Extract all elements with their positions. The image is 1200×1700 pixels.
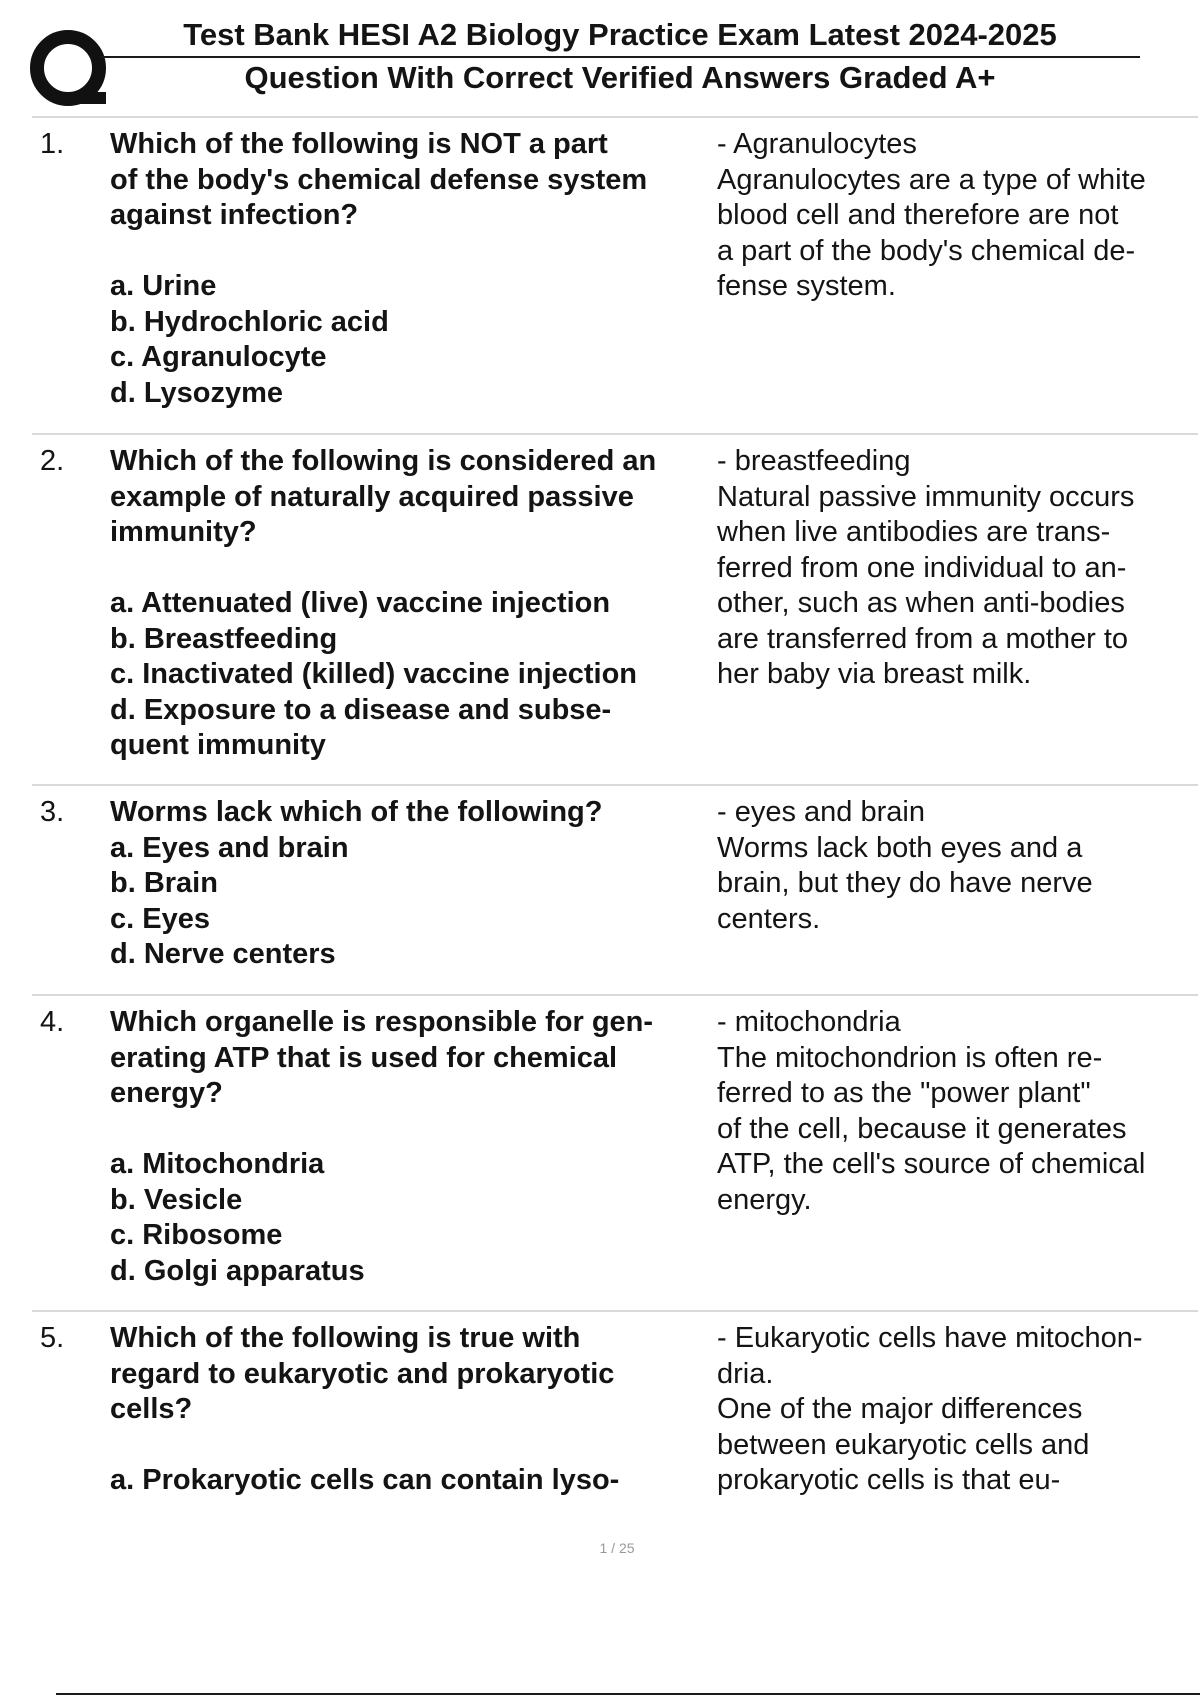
question-stem-line: erating ATP that is used for chemical: [110, 1041, 618, 1074]
question-stem-line: against infection?: [110, 199, 359, 231]
question-stem-line: immunity?: [110, 516, 257, 548]
document-subtitle: Question With Correct Verified Answers Graded A+: [244, 60, 996, 95]
question-stem-line: energy?: [110, 1077, 223, 1109]
title-underline: [100, 56, 1140, 58]
document-title: Test Bank HESI A2 Biology Practice Exam Latest 2024-2025: [183, 17, 1057, 52]
answer-line: other, such as when anti-bodies: [717, 587, 1125, 619]
answer-option: b. Brain: [110, 867, 218, 899]
answer-explanation: [717, 795, 1197, 937]
answer-option: b. Breastfeeding: [110, 622, 338, 655]
spacer: [110, 234, 710, 270]
answer-line: when live antibodies are trans-: [717, 516, 1111, 548]
answer-line: her baby via breast milk.: [717, 658, 1032, 690]
divider: [32, 433, 1198, 435]
answer-line: between eukaryotic cells and: [717, 1428, 1090, 1461]
question-text: [110, 444, 710, 764]
answer-explanation: [717, 1005, 1197, 1218]
answer-line: - Eukaryotic cells have mitochon-: [717, 1322, 1143, 1354]
answer-line: One of the major differences: [717, 1393, 1083, 1425]
answer-option: a. Prokaryotic cells can contain lyso-: [110, 1464, 620, 1496]
answer-option: d. Lysozyme: [110, 376, 283, 409]
answer-option: a. Eyes and brain: [110, 831, 349, 864]
answer-line: are transferred from a mother to: [717, 622, 1128, 655]
answer-line: Natural passive immunity occurs: [717, 480, 1135, 513]
question-number: 5.: [40, 1322, 65, 1354]
answer-line: dria.: [717, 1357, 774, 1390]
question-number: 2.: [40, 445, 65, 477]
question-number: 4.: [40, 1006, 65, 1038]
answer-line: centers.: [717, 902, 821, 935]
spacer: [110, 551, 710, 587]
answer-option: a. Mitochondria: [110, 1148, 325, 1180]
answer-line: of the cell, because it generates: [717, 1112, 1127, 1145]
answer-line: energy.: [717, 1183, 812, 1216]
answer-line: - Agranulocytes: [717, 128, 917, 160]
answer-line: - eyes and brain: [717, 796, 925, 828]
answer-line: The mitochondrion is often re-: [717, 1041, 1103, 1074]
answer-option: quent immunity: [110, 729, 326, 761]
divider: [32, 994, 1198, 996]
answer-option: a. Urine: [110, 270, 217, 302]
question-text: [110, 1005, 710, 1289]
answer-option: c. Ribosome: [110, 1219, 283, 1251]
question-number: 3.: [40, 796, 65, 828]
divider: [32, 116, 1198, 118]
answer-option: c. Eyes: [110, 902, 210, 935]
page-number: 1 / 25: [599, 1540, 635, 1556]
question-stem-line: Which of the following is NOT a part: [110, 128, 608, 160]
answer-line: - mitochondria: [717, 1006, 901, 1038]
answer-line: ferred from one individual to an-: [717, 551, 1127, 584]
divider: [32, 1310, 1198, 1312]
answer-line: Worms lack both eyes and a: [717, 831, 1083, 864]
answer-option: b. Vesicle: [110, 1183, 243, 1216]
question-stem-line: cells?: [110, 1393, 193, 1425]
question-stem-line: Worms lack which of the following?: [110, 796, 603, 828]
answer-line: brain, but they do have nerve: [717, 867, 1093, 899]
answer-line: ATP, the cell's source of chemical: [717, 1148, 1146, 1180]
spacer: [110, 1112, 710, 1148]
question-stem-line: Which organelle is responsible for gen-: [110, 1006, 654, 1038]
answer-line: fense system.: [717, 270, 896, 302]
answer-option: a. Attenuated (live) vaccine injection: [110, 587, 611, 619]
answer-line: - breastfeeding: [717, 445, 911, 477]
answer-option: c. Inactivated (killed) vaccine injection: [110, 658, 638, 690]
answer-option: b. Hydrochloric acid: [110, 305, 389, 338]
answer-option: d. Nerve centers: [110, 938, 336, 970]
answer-explanation: [717, 444, 1197, 693]
question-text: [110, 127, 710, 411]
question-stem-line: Which of the following is considered an: [110, 445, 657, 477]
answer-line: prokaryotic cells is that eu-: [717, 1464, 1061, 1496]
spacer: [110, 1428, 710, 1464]
answer-line: ferred to as the "power plant": [717, 1077, 1091, 1109]
footer-rule: [56, 1693, 1200, 1695]
divider: [32, 784, 1198, 786]
answer-option: d. Golgi apparatus: [110, 1254, 365, 1287]
answer-option: c. Agranulocyte: [110, 341, 327, 373]
answer-line: a part of the body's chemical de-: [717, 234, 1136, 267]
question-stem-line: regard to eukaryotic and prokaryotic: [110, 1357, 615, 1390]
answer-line: Agranulocytes are a type of white: [717, 163, 1146, 196]
answer-line: blood cell and therefore are not: [717, 199, 1119, 231]
question-text: [110, 1321, 710, 1499]
question-stem-line: Which of the following is true with: [110, 1322, 581, 1354]
question-stem-line: example of naturally acquired passive: [110, 480, 634, 513]
question-number: 1.: [40, 128, 65, 160]
answer-explanation: [717, 1321, 1197, 1499]
answer-explanation: [717, 127, 1197, 305]
answer-option: d. Exposure to a disease and subse-: [110, 693, 612, 726]
question-stem-line: of the body's chemical defense system: [110, 163, 648, 196]
question-text: [110, 795, 710, 973]
